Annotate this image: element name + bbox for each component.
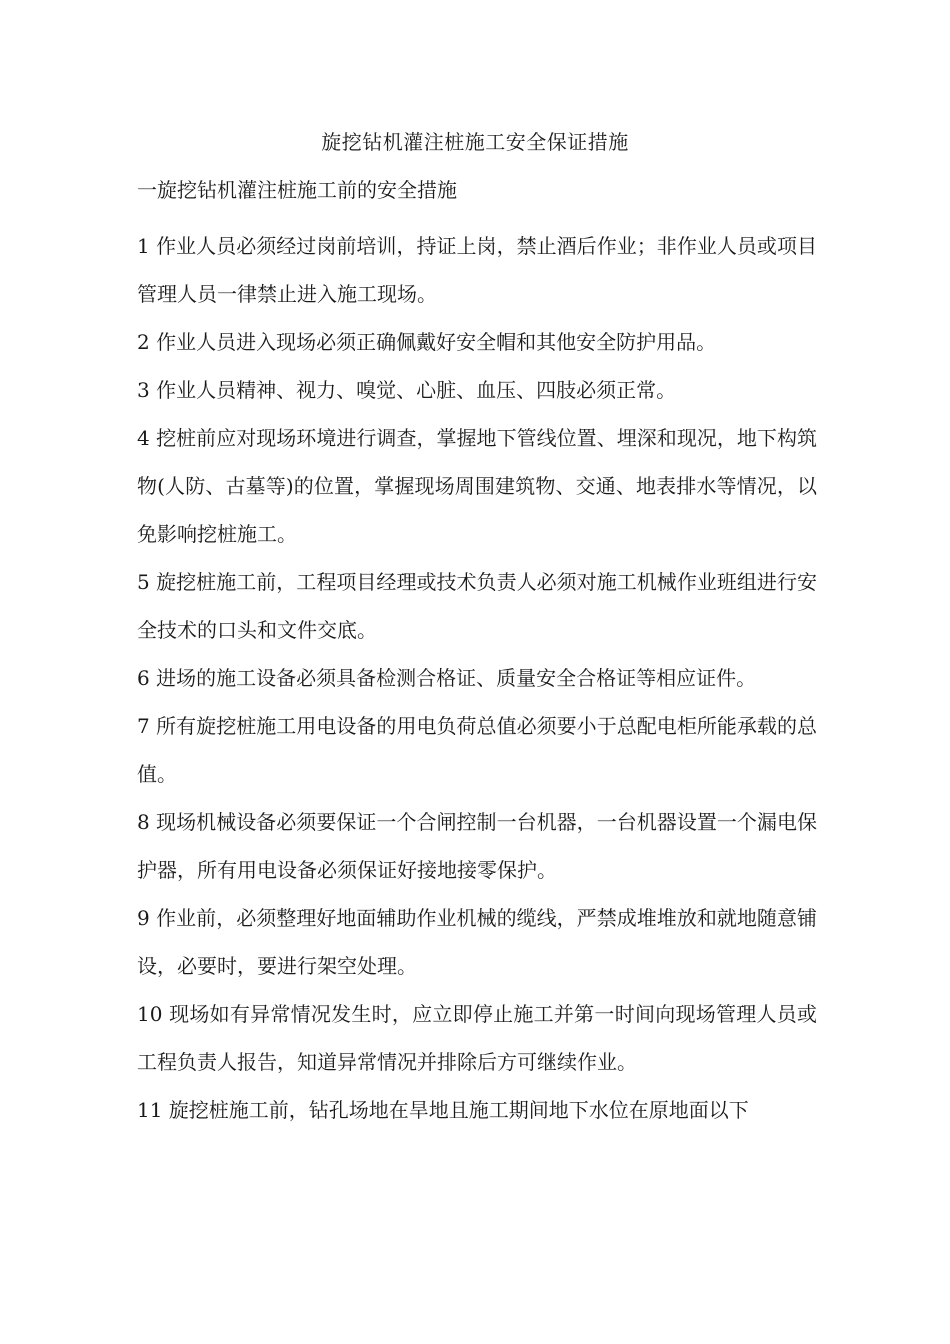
document-title: 旋挖钻机灌注桩施工安全保证措施 [321,130,629,154]
section-heading: 一旋挖钻机灌注桩施工前的安全措施 [137,178,457,202]
paragraph-5: 5 旋挖桩施工前，工程项目经理或技术负责人必须对施工机械作业班组进行安全技术的口头和文件交底。 [137,570,817,642]
paragraph-8: 8 现场机械设备必须要保证一个合闸控制一台机器，一台机器设置一个漏电保护器，所有用电设备必须保证好接地接零保护。 [137,810,817,882]
paragraph-11: 11 旋挖桩施工前，钻孔场地在旱地且施工期间地下水位在原地面以下 [137,1098,749,1122]
paragraph-10: 10 现场如有异常情况发生时，应立即停止施工并第一时间向现场管理人员或工程负责人报告，知道异常情况并排除后方可继续作业。 [137,1002,817,1074]
paragraph-1: 1 作业人员必须经过岗前培训，持证上岗，禁止酒后作业；非作业人员或项目管理人员一律禁止进入施工现场。 [137,234,817,306]
paragraph-4: 4 挖桩前应对现场环境进行调查，掌握地下管线位置、埋深和现况，地下构筑物(人防、古墓等)的位置，掌握现场周围建筑物、交通、地表排水等情况，以免影响挖桩施工。 [137,426,817,546]
paragraph-6: 6 进场的施工设备必须具备检测合格证、质量安全合格证等相应证件。 [137,666,757,690]
paragraph-2: 2 作业人员进入现场必须正确佩戴好安全帽和其他安全防护用品。 [137,330,717,354]
paragraph-9: 9 作业前，必须整理好地面辅助作业机械的缆线，严禁成堆堆放和就地随意铺设，必要时，要进行架空处理。 [137,906,817,978]
document-body [137,222,817,1134]
paragraph-7: 7 所有旋挖桩施工用电设备的用电负荷总值必须要小于总配电柜所能承载的总值。 [137,714,817,786]
paragraph-3: 3 作业人员精神、视力、嗅觉、心脏、血压、四肢必须正常。 [137,378,677,402]
